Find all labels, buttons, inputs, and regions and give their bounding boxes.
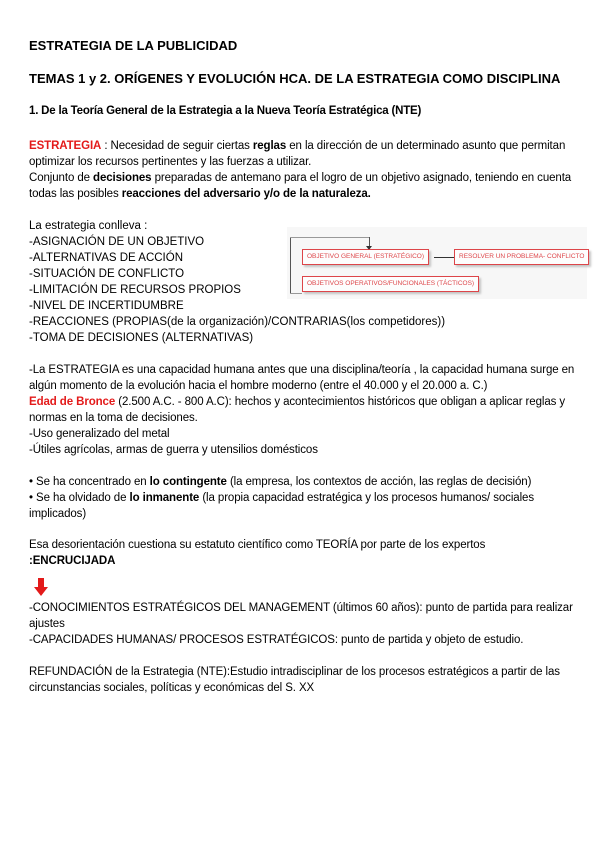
list-item: -REACCIONES (PROPIAS(de la organización)/CONTRARIAS(los competidores)): [29, 316, 446, 328]
red-down-arrow-icon: [34, 578, 48, 596]
section-heading: 1. De la Teoría General de la Estrategia a la Nueva Teoría Estratégica (NTE): [29, 105, 422, 117]
list-item: -LIMITACIÓN DE RECURSOS PROPIOS: [29, 284, 241, 296]
list-item: -Útiles agrícolas, armas de guerra y utensilios domésticos: [29, 444, 318, 456]
bullet-item: • Se ha olvidado de lo inmanente (la propia capacidad estratégica y los procesos humanos/ sociales implicados): [29, 492, 534, 520]
list-item: -CONOCIMIENTOS ESTRATÉGICOS DEL MANAGEMENT (últimos 60 años): punto de partida para realizar ajustes: [29, 602, 573, 630]
management-section: [29, 600, 579, 648]
refundacion-paragraph: REFUNDACIÓN de la Estrategia (NTE):Estudio intradisciplinar de los procesos estratégicos a partir de las circunstancias sociales, políticas y económicas del S. XX: [29, 666, 560, 694]
connector-line: [290, 237, 370, 238]
capacidad-section: -La ESTRATEGIA es una capacidad humana antes que una disciplina/teoría , la capacidad humana surge en algún momento de la evolución hacia el hombre moderno (entre el 40.000 y el 20.000 a. C.) Edad de Bronce (2.500 A.C. - 800 A.C): hechos y acontecimientos históricos que obligan a aplicar reglas y normas en la toma de decisiones. -Uso generalizado del metal -Útiles agrícolas, armas de guerra y utensilios domésticos: [29, 362, 579, 458]
definition-paragraph: ESTRATEGIA : Necesidad de seguir ciertas reglas en la dirección de un determinado asunto que permitan optimizar los recursos pertinentes y las fuerzas a utilizar. Conjunto de decisiones preparadas de antemano para el logro de un objetivo asignado, teniendo en cuenta todas las posibles reacciones del adversario y/o de la naturaleza.: [29, 140, 572, 200]
list-item: -CAPACIDADES HUMANAS/ PROCESOS ESTRATÉGICOS: punto de partida y objeto de estudio.: [29, 634, 524, 646]
document-title: ESTRATEGIA DE LA PUBLICIDAD: [29, 38, 238, 53]
list-item: -ALTERNATIVAS DE ACCIÓN: [29, 252, 183, 264]
strategy-diagram: [287, 227, 587, 299]
term-edad-bronce: Edad de Bronce: [29, 396, 116, 408]
encrucijada-paragraph: Esa desorientación cuestiona su estatuto científico como TEORÍA por parte de los expertos :ENCRUCIJADA: [29, 539, 486, 567]
topic-heading: TEMAS 1 y 2. ORÍGENES Y EVOLUCIÓN HCA. DE LA ESTRATEGIA COMO DISCIPLINA: [29, 71, 561, 86]
bullets-section: [29, 474, 579, 522]
connector-line: [290, 237, 291, 293]
list-item: -Uso generalizado del metal: [29, 428, 170, 440]
list-intro: La estrategia conlleva :: [29, 220, 148, 232]
bullet-item: • Se ha concentrado en lo contingente (la empresa, los contextos de acción, las reglas de decisión): [29, 476, 532, 488]
list-item: -SITUACIÓN DE CONFLICTO: [29, 268, 185, 280]
connector-line: [434, 257, 454, 258]
box-objetivo-general: OBJETIVO GENERAL (ESTRATÉGICO): [302, 249, 429, 265]
term-estrategia: ESTRATEGIA: [29, 140, 102, 152]
connector-line: [290, 293, 302, 294]
list-item: -ASIGNACIÓN DE UN OBJETIVO: [29, 236, 205, 248]
box-objetivos-operativos: OBJETIVOS OPERATIVOS/FUNCIONALES (TÁCTICOS): [302, 276, 479, 292]
list-item: -NIVEL DE INCERTIDUMBRE: [29, 300, 184, 312]
box-resolver-problema: RESOLVER UN PROBLEMA- CONFLICTO: [454, 249, 589, 265]
list-item: -TOMA DE DECISIONES (ALTERNATIVAS): [29, 332, 254, 344]
